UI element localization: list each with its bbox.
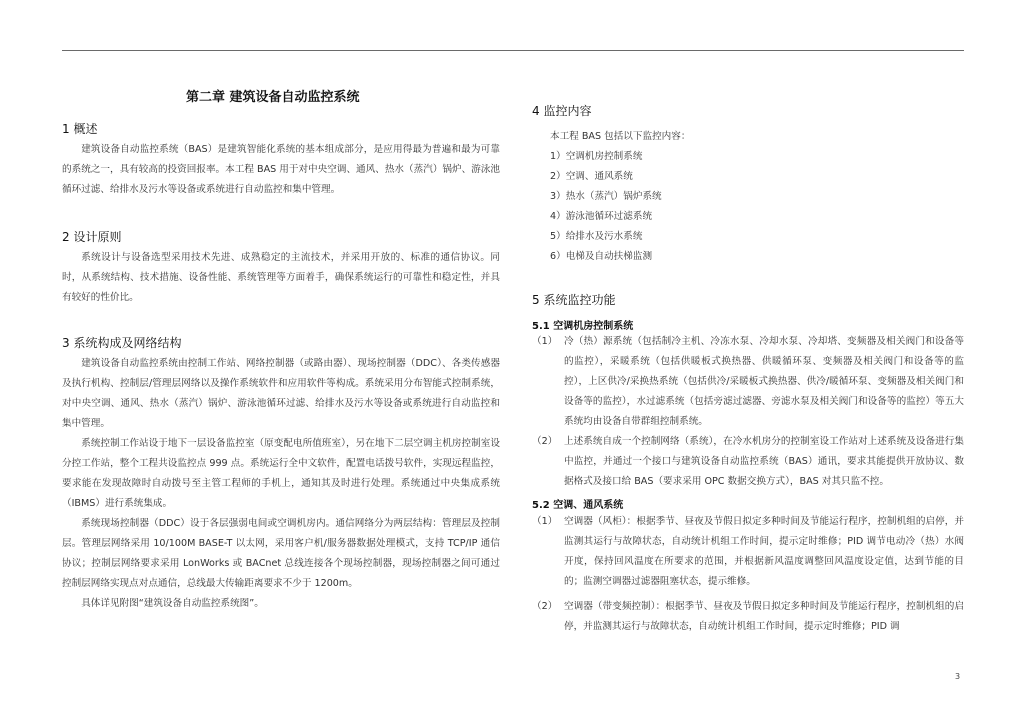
list-item: 6）电梯及自动扶梯监测: [550, 251, 653, 262]
section-5-heading: 5 系统监控功能: [532, 293, 616, 307]
chapter-title: 第二章 建筑设备自动监控系统: [186, 90, 360, 105]
numbered-item: [532, 597, 964, 637]
item-number: （1）: [532, 516, 558, 527]
list-item: 3）热水（蒸汽）锅炉系统: [550, 191, 662, 202]
section-1-paragraph: 建筑设备自动监控系统（BAS）是建筑智能化系统的基本组成部分，是应用得最为普遍和最为可靠的系统之一，具有较高的投资回报率。本工程 BAS 用于对中央空调、通风、热水（蒸汽）锅炉、游泳池循环过滤、给排水及污水等设备或系统进行自动监控和集中管理。: [62, 144, 500, 195]
item-text: 空调器（带变频控制）：根据季节、昼夜及节假日拟定多种时间及节能运行程序，控制机组的启停，并监测其运行与故障状态，自动统计机组工作时间，提示定时维修；PID 调: [564, 601, 964, 632]
section-2-heading: 2 设计原则: [62, 230, 122, 244]
section-3-paragraph-4: 具体详见附图“建筑设备自动监控系统图”。: [81, 598, 264, 609]
item-text: 上述系统自成一个控制网络（系统），在冷水机房分的控制室设工作站对上述系统及设备进行集中监控，并通过一个接口与建筑设备自动监控系统（BAS）通讯，要求其能提供开放协议、数据格式及接口给 BAS（要求采用 OPC 数据交换方式），BAS 对其只监不控。: [564, 436, 964, 487]
section-1-heading: 1 概述: [62, 122, 98, 136]
section-5-1-heading: 5.1 空调机房控制系统: [532, 321, 634, 332]
section-3-paragraph-2: 系统控制工作站设于地下一层设备监控室（原变配电所值班室），另在地下二层空调主机房控制室设分控工作站，整个工程共设监控点 999 点。系统运行全中文软件，配置电话拨号软件，实现远程监控，要求能在发现故障时自动拨号至主管工程师的手机上，通知其及时进行处理。系统通过中央集成系统（IBMS）进行系统集成。: [62, 438, 500, 509]
section-4-heading: 4 监控内容: [532, 104, 592, 118]
section-2-paragraph: 系统设计与设备选型采用技术先进、成熟稳定的主流技术，并采用开放的、标准的通信协议。同时，从系统结构、技术措施、设备性能、系统管理等方面着手，确保系统运行的可靠性和稳定性，并具有较好的性价比。: [62, 252, 500, 303]
item-number: （2）: [532, 436, 558, 447]
section-3-paragraph-3: 系统现场控制器（DDC）设于各层强弱电间或空调机房内。通信网络分为两层结构：管理层及控制层。管理层网络采用 10/100M BASE-T 以太网，采用客户机/服务器数据处理模式，支持 TCP/IP 通信协议；控制层网络要求采用 LonWorks 或 BACnet 总线连接各个现场控制器，现场控制器之间可通过控制层网络实现点对点通信，总线最大传输距离要求不少于 1200m。: [62, 518, 500, 589]
header-rule: [62, 50, 964, 51]
section-5-2-heading: 5.2 空调、通风系统: [532, 500, 624, 511]
item-number: （2）: [532, 601, 558, 612]
list-item: 2）空调、通风系统: [550, 171, 633, 182]
numbered-item: [532, 332, 964, 432]
numbered-item: [532, 432, 964, 492]
numbered-item: [532, 512, 964, 592]
section-3-heading: 3 系统构成及网络结构: [62, 336, 182, 350]
item-text: 空调器（风柜）：根据季节、昼夜及节假日拟定多种时间及节能运行程序，控制机组的启停，并监测其运行与故障状态，自动统计机组工作时间，提示定时维修；PID 调节电动冷（热）水阀开度，保持回风温度在所要求的范围，并根据新风温度调整回风温度设定值，达到节能的目的；监测空调器过滤器阻塞状态，提示维修。: [564, 516, 964, 587]
list-item: 5）给排水及污水系统: [550, 231, 643, 242]
list-item: 1）空调机房控制系统: [550, 151, 643, 162]
list-item: 4）游泳池循环过滤系统: [550, 211, 653, 222]
item-text: 冷（热）源系统（包括制冷主机、冷冻水泵、冷却水泵、冷却塔、变频器及相关阀门和设备等的监控），采暖系统（包括供暖板式换热器、供暖循环泵、变频器及相关阀门和设备等的监控），上区供冷/采换热系统（包括供冷/采暖板式换热器、供冷/暖循环泵、变频器及相关阀门和设备等的监控），水过滤系统（包括旁滤过滤器、旁滤水泵及相关阀门和设备等的监控）等五大系统均由设备自带群组控制系统。: [564, 336, 964, 427]
item-number: （1）: [532, 336, 558, 347]
section-3-paragraph-1: 建筑设备自动监控系统由控制工作站、网络控制器（或路由器）、现场控制器（DDC）、各类传感器及执行机构、控制层/管理层网络以及操作系统软件和应用软件等构成。系统采用分布智能式控制系统，对中央空调、通风、热水（蒸汽）锅炉、游泳池循环过滤、给排水及污水等设备或系统进行自动监控和集中管理。: [62, 358, 500, 429]
page-number: 3: [955, 672, 961, 681]
section-4-intro: 本工程 BAS 包括以下监控内容：: [550, 131, 691, 142]
